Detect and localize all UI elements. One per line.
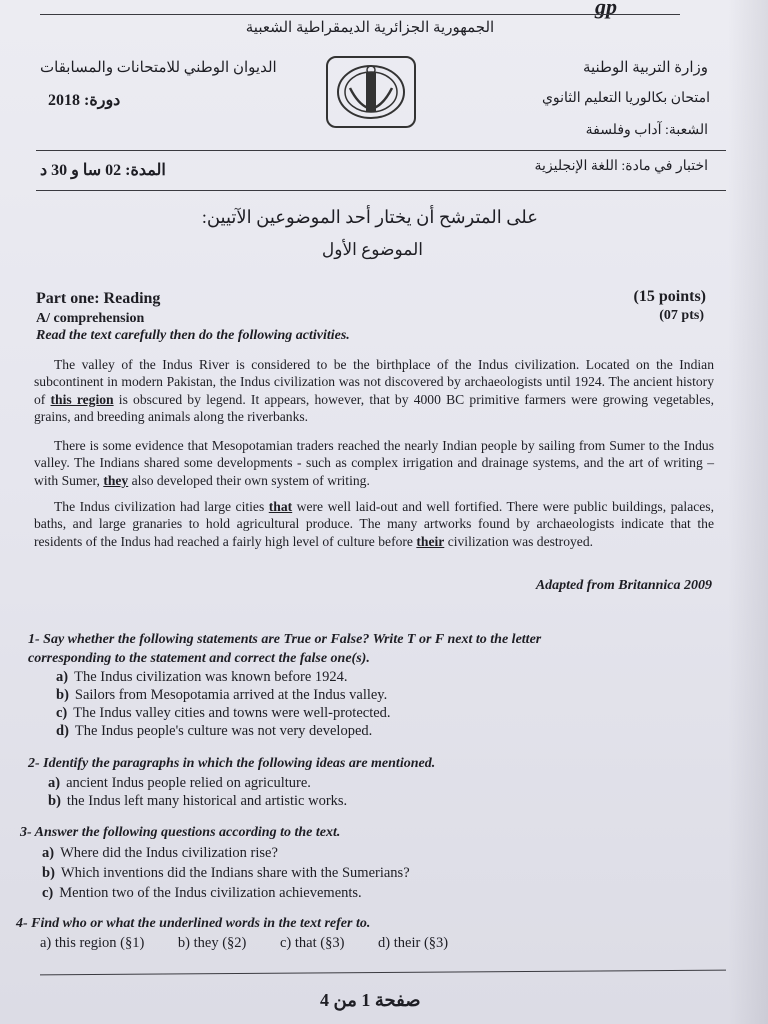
- q1-item-a: a) The Indus civilization was known before 1924.: [56, 669, 348, 685]
- exam-subject: اختبار في مادة: اللغة الإنجليزية: [534, 159, 708, 174]
- question-2: 2- Identify the paragraphs in which the following ideas are mentioned.: [28, 756, 436, 771]
- question-3: 3- Answer the following questions according to the text.: [20, 825, 341, 840]
- q4-item-a: a) this region (§1): [40, 935, 145, 951]
- q1-item-c: c) The Indus valley cities and towns were well-protected.: [56, 705, 391, 721]
- text-source: Adapted from Britannica 2009: [535, 578, 712, 593]
- question-1-line-1: 1- Say whether the following statements are True or False? Write T or F next to the letter: [28, 632, 542, 647]
- republic-heading: الجمهورية الجزائرية الديمقراطية الشعبية: [245, 20, 495, 36]
- question-1-line-2: corresponding to the statement and correct the false one(s).: [28, 651, 370, 666]
- top-mark: gp: [595, 0, 617, 19]
- section-points: (07 pts): [659, 308, 704, 323]
- q3-item-c: c) Mention two of the Indus civilization achievements.: [42, 885, 362, 901]
- exam-title: امتحان بكالوريا التعليم الثانوي: [541, 91, 710, 106]
- ministry-name: وزارة التربية الوطنية: [582, 60, 708, 76]
- q1-item-d: d) The Indus people's culture was not very developed.: [56, 723, 373, 739]
- q2-item-b: b) the Indus left many historical and artistic works.: [48, 793, 348, 809]
- page-shadow: [728, 0, 768, 1024]
- q2-item-a: a) ancient Indus people relied on agriculture.: [48, 775, 311, 791]
- choice-instruction: على المترشح أن يختار أحد الموضوعين الآتيين:: [201, 207, 538, 227]
- part-title: Part one: Reading: [36, 290, 161, 307]
- paragraph-3: The Indus civilization had large cities that were well laid-out and well fortified. There were public buildings, palaces, baths, and large granaries to hold agricultural produce. The many artworks found by archaeologists indicate that the residents of the Indus had reached a fairly high level of culture before their civilization was destroyed.: [34, 499, 714, 549]
- section-title: A/ comprehension: [36, 311, 145, 326]
- office-name: الديوان الوطني للامتحانات والمسابقات: [40, 60, 277, 76]
- q4-item-d: d) their (§3): [378, 935, 449, 951]
- topic-title: الموضوع الأول: [321, 240, 423, 259]
- underlined-they: they: [103, 472, 129, 488]
- top-divider: [40, 14, 680, 15]
- q3-item-b: b) Which inventions did the Indians share with the Sumerians?: [42, 865, 410, 881]
- paragraph-2: There is some evidence that Mesopotamian traders reached the nearly Indian people by sailing from Sumer to the Indus valley. The Indians shared some developments - such as complex irrigation and drainage systems, and the art of writing – with Sumer, they also developed their own system of writing.: [34, 438, 714, 488]
- session-year: دورة: 2018: [48, 92, 121, 109]
- exam-branch: الشعبة: آداب وفلسفة: [585, 123, 708, 138]
- paragraph-1: The valley of the Indus River is considered to be the birthplace of the Indus civilization. Located on the Indian subcontinent in modern Pakistan, the Indus civilization was not discovered by archaeologists until 1924. The ancient history of this region is obscured by legend. It appears, however, that by 4000 BC primitive farmers were growing vegetables, grains, and breeding animals along the riverbanks.: [34, 357, 714, 425]
- q3-item-a: a) Where did the Indus civilization rise?: [42, 845, 278, 861]
- header-divider-bottom: [36, 190, 726, 191]
- header-divider-top: [36, 150, 726, 151]
- q4-item-b: b) they (§2): [177, 935, 247, 951]
- footer-divider: [40, 970, 726, 976]
- part-points: (15 points): [633, 288, 706, 305]
- exam-duration: المدة: 02 سا و 30 د: [40, 162, 166, 179]
- page-number: صفحة 1 من 4: [320, 990, 421, 1010]
- emblem-logo-icon: [326, 56, 416, 128]
- q4-items: [40, 935, 478, 952]
- q1-item-b: b) Sailors from Mesopotamia arrived at the Indus valley.: [56, 687, 388, 703]
- underlined-their: their: [416, 533, 445, 549]
- q4-item-c: c) that (§3): [280, 935, 345, 951]
- question-4: 4- Find who or what the underlined words in the text refer to.: [16, 916, 371, 931]
- underlined-this-region: this region: [50, 391, 114, 407]
- underlined-that: that: [268, 499, 293, 514]
- reading-instruction: Read the text carefully then do the following activities.: [36, 328, 350, 343]
